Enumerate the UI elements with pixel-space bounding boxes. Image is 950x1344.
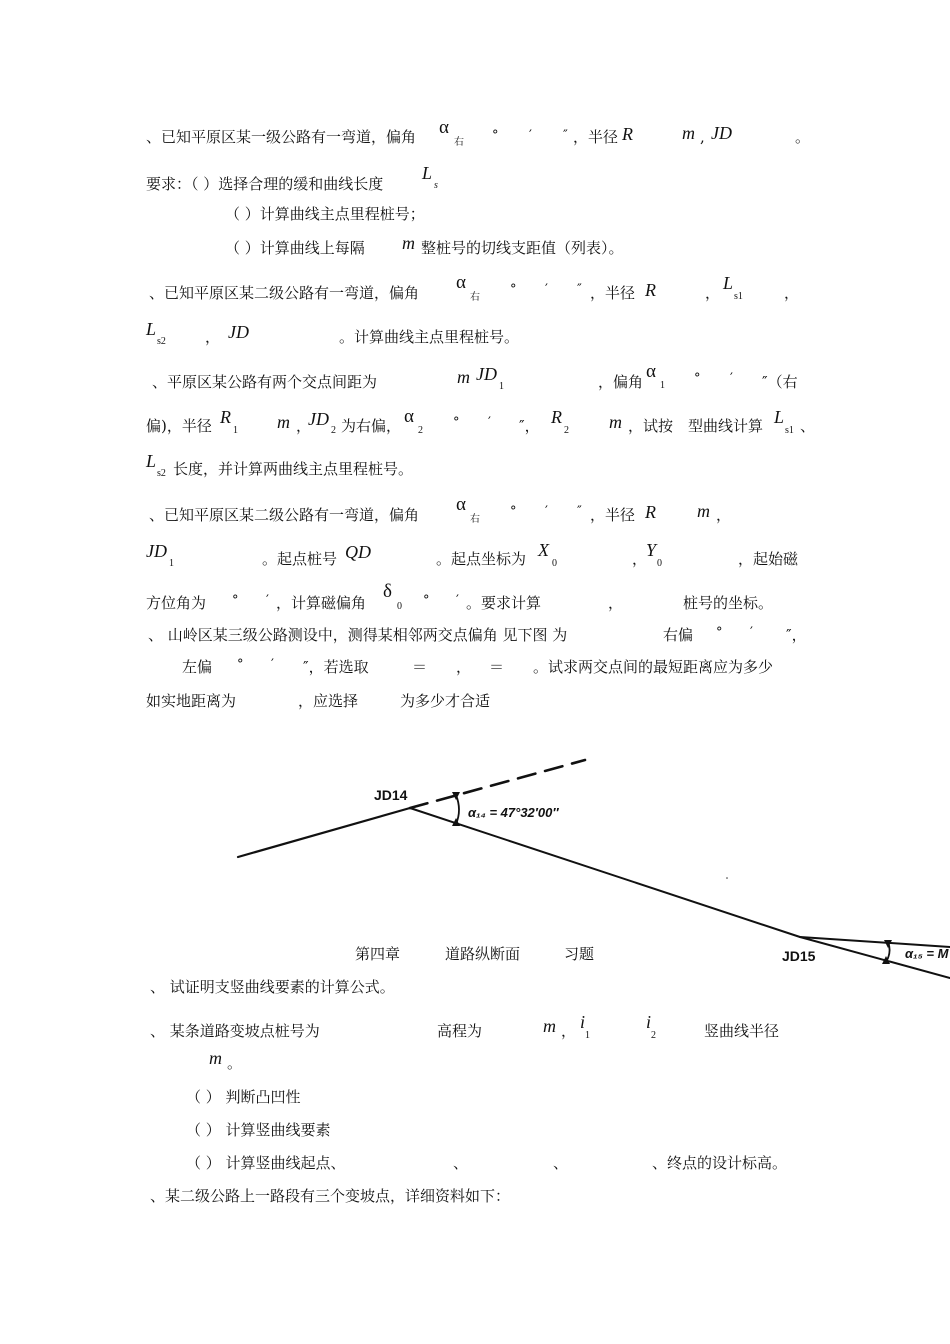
q5-sec2: ″，若选取 (303, 658, 369, 676)
q5-deg2: ° (237, 657, 244, 672)
q4-line3a: 方位角为 (146, 594, 207, 612)
alpha15-label: α₁₅ = M (905, 946, 949, 961)
q4-JD-sub: 1 (169, 558, 174, 569)
ch4-p2-comma: ， (561, 1022, 577, 1040)
q4-line3c: 。要求计算 (466, 594, 542, 612)
q3-m2: m (277, 412, 290, 432)
q4-line3d: 桩号的坐标。 (683, 594, 774, 612)
q3-alpha2-sub: 2 (418, 425, 423, 436)
q3-min2: ′ (488, 415, 491, 430)
ch4-p2-m: m (543, 1016, 556, 1036)
q4-radius-text: ，半径 (590, 506, 636, 524)
q4-delta-sub: 0 (397, 601, 402, 612)
q4-QD: QD (345, 542, 371, 562)
q5-eq1: ＝ (412, 658, 428, 676)
q4-comma2: ， (632, 550, 648, 568)
ch4-p2-i1: i (580, 1012, 586, 1032)
q2-alpha: α (456, 272, 466, 293)
q4-line3b: ，计算磁偏角 (276, 594, 367, 612)
q4-delta: δ (383, 581, 392, 602)
q2-min: ′ (545, 282, 548, 297)
q3-alpha: α (646, 361, 656, 382)
q4-X-sub: 0 (552, 558, 557, 569)
ch4-p2-sub3: （ ） 计算竖曲线起点、 (186, 1154, 346, 1172)
q3-line2c: ，试按 (628, 417, 674, 435)
q2-Ls2: L (146, 319, 157, 339)
alignment-figure (0, 740, 950, 980)
q5-deg: ° (716, 625, 723, 640)
q3-min: ′ (730, 371, 733, 386)
q1-L: L (422, 163, 433, 183)
q5-line1b: 右偏 (663, 626, 694, 644)
q3-R1: R (220, 407, 231, 427)
q1-req3-m: m (402, 233, 415, 253)
q2-radius-text: ，半径 (590, 284, 636, 302)
q5-line3b: ，应选择 (298, 692, 359, 710)
q5-sec: ″， (786, 626, 807, 644)
q5-line3a: 如实地距离为 (146, 692, 237, 710)
ch4-p1-text: 、 试证明支竖曲线要素的计算公式。 (150, 978, 395, 996)
q3-m3: m (609, 412, 622, 432)
ch4-p2-sub3-sep2: 、 (553, 1154, 569, 1172)
q4-X: X (538, 540, 549, 560)
q1-alpha: α (439, 117, 449, 138)
ch4-p2-text: 、 某条道路变坡点桩号为 (150, 1022, 320, 1040)
q3-JD2-sub: 2 (331, 425, 336, 436)
q2-text: 、已知平原区某二级公路有一弯道，偏角 (149, 284, 420, 302)
q4-deg3: ° (232, 593, 239, 608)
q3-text: 、平原区某公路有两个交点间距为 (152, 373, 378, 391)
q4-deg: ° (510, 504, 517, 519)
q5-eq2: ＝ (489, 658, 505, 676)
q1-period: 。 (795, 128, 811, 146)
q3-line2a: 偏)，半径 (146, 417, 212, 435)
q1-min: ′ (529, 128, 532, 143)
q5-min2: ′ (271, 657, 274, 672)
q3-dun: 、 (800, 417, 816, 435)
q5-line2b: 。试求两交点间的最短距离应为多少 (533, 658, 774, 676)
q2-comma3: ， (205, 328, 221, 346)
q3-line3: 长度，并计算两曲线主点里程桩号。 (173, 460, 414, 478)
q1-R: R (622, 124, 633, 144)
q4-line2a: 。起点桩号 (262, 550, 338, 568)
q3-Ls1: L (774, 407, 785, 427)
q3-deg: ° (694, 371, 701, 386)
q2-sec: ″ (577, 282, 582, 297)
q2-Ls1: L (723, 273, 734, 293)
figure-dot (726, 877, 728, 879)
q3-alpha-sub: 1 (660, 380, 665, 391)
q4-text: 、已知平原区某二级公路有一弯道，偏角 (149, 506, 420, 524)
jd14-label: JD14 (374, 787, 408, 803)
q1-req1: 要求：（ ）选择合理的缓和曲线长度 (146, 175, 384, 193)
q4-Y: Y (646, 540, 657, 560)
q3-alpha2: α (404, 406, 414, 427)
q1-comma: , (700, 128, 705, 146)
q2-Ls2-sub: s2 (157, 336, 166, 347)
tangent-in-line (238, 808, 410, 857)
ch4-p2-sub1: （ ） 判断凸凹性 (186, 1088, 301, 1106)
ch4-p2-radius: 竖曲线半径 (704, 1022, 780, 1040)
q3-line2d: 型曲线计算 (688, 417, 764, 435)
ch4-p3-text: 、某二级公路上一路段有三个变坡点，详细资料如下： (150, 1187, 511, 1205)
q2-comma2: ， (784, 284, 800, 302)
q4-alpha-sub: 右 (470, 514, 480, 525)
q4-JD: JD (146, 541, 167, 561)
q4-alpha: α (456, 494, 466, 515)
q1-req3a: （ ）计算曲线上每隔 (225, 239, 365, 257)
q3-deg2: ° (453, 415, 460, 430)
ch4-p2-sub3-end: 、终点的设计标高。 (652, 1154, 788, 1172)
q3-sec2: ″， (519, 417, 540, 435)
ch4-p2-i2: i (646, 1012, 652, 1032)
q3-Ls2-sub: s2 (157, 468, 166, 479)
alpha14-label: α₁₄ = 47°32′00″ (468, 805, 559, 820)
q3-m: m (457, 367, 470, 387)
q3-JD2: JD (308, 409, 329, 429)
chapter-exercises: 习题 (564, 945, 595, 963)
q1-deg: ° (492, 128, 499, 143)
chapter-title: 道路纵断面 (445, 945, 521, 963)
ch4-p2-sub3-sep1: 、 (453, 1154, 469, 1172)
q1-alpha-sub: 右 (454, 137, 464, 148)
jd15-label: JD15 (782, 948, 816, 964)
ch4-p2-i2-sub: 2 (651, 1030, 656, 1041)
q2-deg: ° (510, 282, 517, 297)
q5-line1a: 、 山岭区某三级公路测设中，测得某相邻两交点偏角 见下图 为 (148, 626, 568, 644)
ch4-p2-period: 。 (227, 1054, 243, 1072)
q4-sec: ″ (577, 504, 582, 519)
q4-min4: ′ (456, 593, 459, 608)
q1-req2: （ ）计算曲线主点里程桩号； (225, 205, 425, 223)
tangent-extension-dashed (410, 760, 585, 808)
q3-R2-sub: 2 (564, 425, 569, 436)
q3-angle-text: ，偏角 (598, 373, 644, 391)
q3-Ls1-sub: s1 (785, 425, 794, 436)
q1-sec: ″ (563, 128, 568, 143)
q4-R: R (645, 502, 656, 522)
q3-sec: ″（右 (762, 373, 798, 391)
q3-R2: R (551, 407, 562, 427)
q5-comma: ， (456, 658, 472, 676)
chapter-number: 第四章 (355, 945, 401, 963)
q3-Ls2: L (146, 451, 157, 471)
ch4-p2-sub2: （ ） 计算竖曲线要素 (186, 1121, 331, 1139)
q4-min: ′ (545, 504, 548, 519)
q4-line2b: 。起点坐标为 (436, 550, 527, 568)
tangent-jd14-jd15 (410, 808, 800, 937)
q3-JD-sub: 1 (499, 381, 504, 392)
q2-alpha-sub: 右 (470, 292, 480, 303)
ch4-p2-i1-sub: 1 (585, 1030, 590, 1041)
q1-req3b: 整桩号的切线支距值（列表）。 (421, 239, 624, 257)
q2-JD: JD (228, 322, 249, 342)
q3-comma: ， (296, 417, 312, 435)
q2-Ls1-sub: s1 (734, 291, 743, 302)
q4-line2c: ，起始磁 (738, 550, 799, 568)
q5-min: ′ (750, 625, 753, 640)
q1-radius-text: ，半径 (573, 128, 619, 146)
q5-line2a: 左偏 (182, 658, 213, 676)
q2-comma1: ， (705, 284, 721, 302)
q4-comma3: ， (608, 594, 624, 612)
q2-R: R (645, 280, 656, 300)
q1-m: m (682, 123, 695, 143)
q4-m: m (697, 501, 710, 521)
q4-comma: ， (716, 506, 732, 524)
q2-tail: 。计算曲线主点里程桩号。 (339, 328, 520, 346)
q4-Y-sub: 0 (657, 558, 662, 569)
q5-line3c: 为多少才合适 (400, 692, 491, 710)
ch4-p2-elev: 高程为 (437, 1022, 483, 1040)
q1-L-sub: s (434, 180, 438, 191)
q3-JD: JD (476, 364, 497, 384)
q4-min3: ′ (266, 593, 269, 608)
q1-JD: JD (711, 123, 732, 143)
q3-line2b: 为右偏， (341, 417, 402, 435)
q3-R1-sub: 1 (233, 425, 238, 436)
ch4-p2-m2: m (209, 1048, 222, 1068)
q1-text: 、已知平原区某一级公路有一弯道，偏角 (146, 128, 417, 146)
q4-deg4: ° (423, 593, 430, 608)
